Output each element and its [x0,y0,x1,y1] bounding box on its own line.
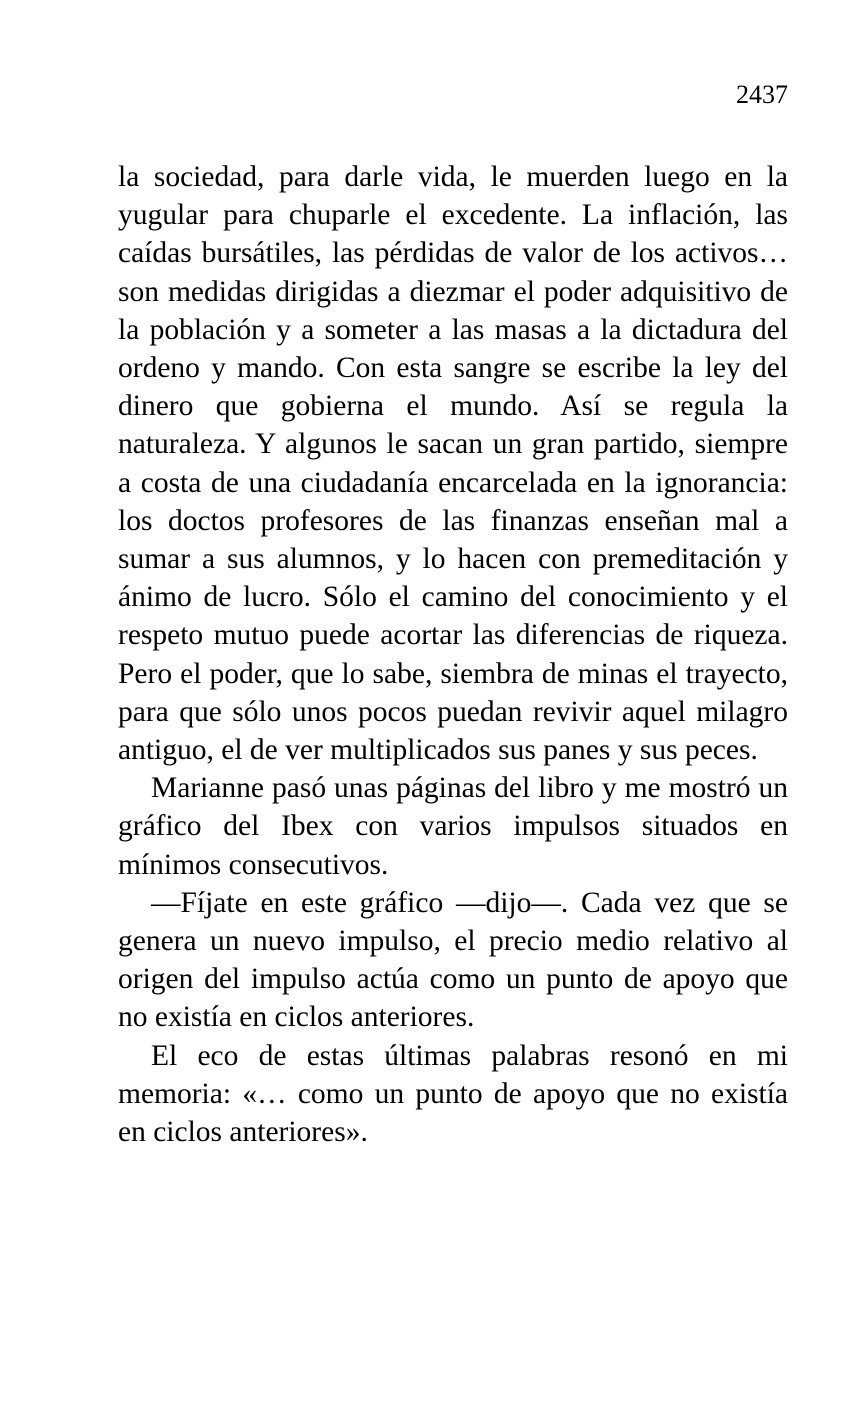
body-text [118,158,788,1151]
paragraph-dialogue: —Fíjate en este gráfico —dijo—. Cada vez que se genera un nuevo impulso, el precio medio relativo al origen del impulso actúa como un punto de apoyo que no existía en ciclos anteriores. [118,886,788,1034]
paragraph-marianne: Marianne pasó unas páginas del libro y me mostró un gráfico del Ibex con varios impulsos situados en mínimos consecutivos. [118,772,788,881]
paragraph-echo: El eco de estas últimas palabras resonó en mi memoria: «… como un punto de apoyo que no existía en ciclos anteriores». [118,1039,788,1149]
paragraph-continuation: la sociedad, para darle vida, le muerden luego en la yugular para chuparle el excedente. La inflación, las caídas bursátiles, las pérdidas de valor de los activos… son medidas dirigidas a diezmar el poder adquisitivo de la población y a someter a las masas a la dictadura del ordeno y mando. Con esta sangre se escribe la ley del dinero que gobierna el mundo. Así se regula la naturaleza. Y algunos le sacan un gran partido, siempre a costa de una ciudadanía encarcelada en la ignorancia: los doctos profesores de las finanzas enseñan mal a sumar a sus alumnos, y lo hacen con premeditación y ánimo de lucro. Sólo el camino del conocimiento y el respeto mutuo puede acortar las diferencias de riqueza. Pero el poder, que lo sabe, siembra de minas el trayecto, para que sólo unos pocos puedan revivir aquel milagro antiguo, el de ver multiplicados sus panes y sus peces. [118,161,788,767]
page-number: 2437 [736,80,788,109]
